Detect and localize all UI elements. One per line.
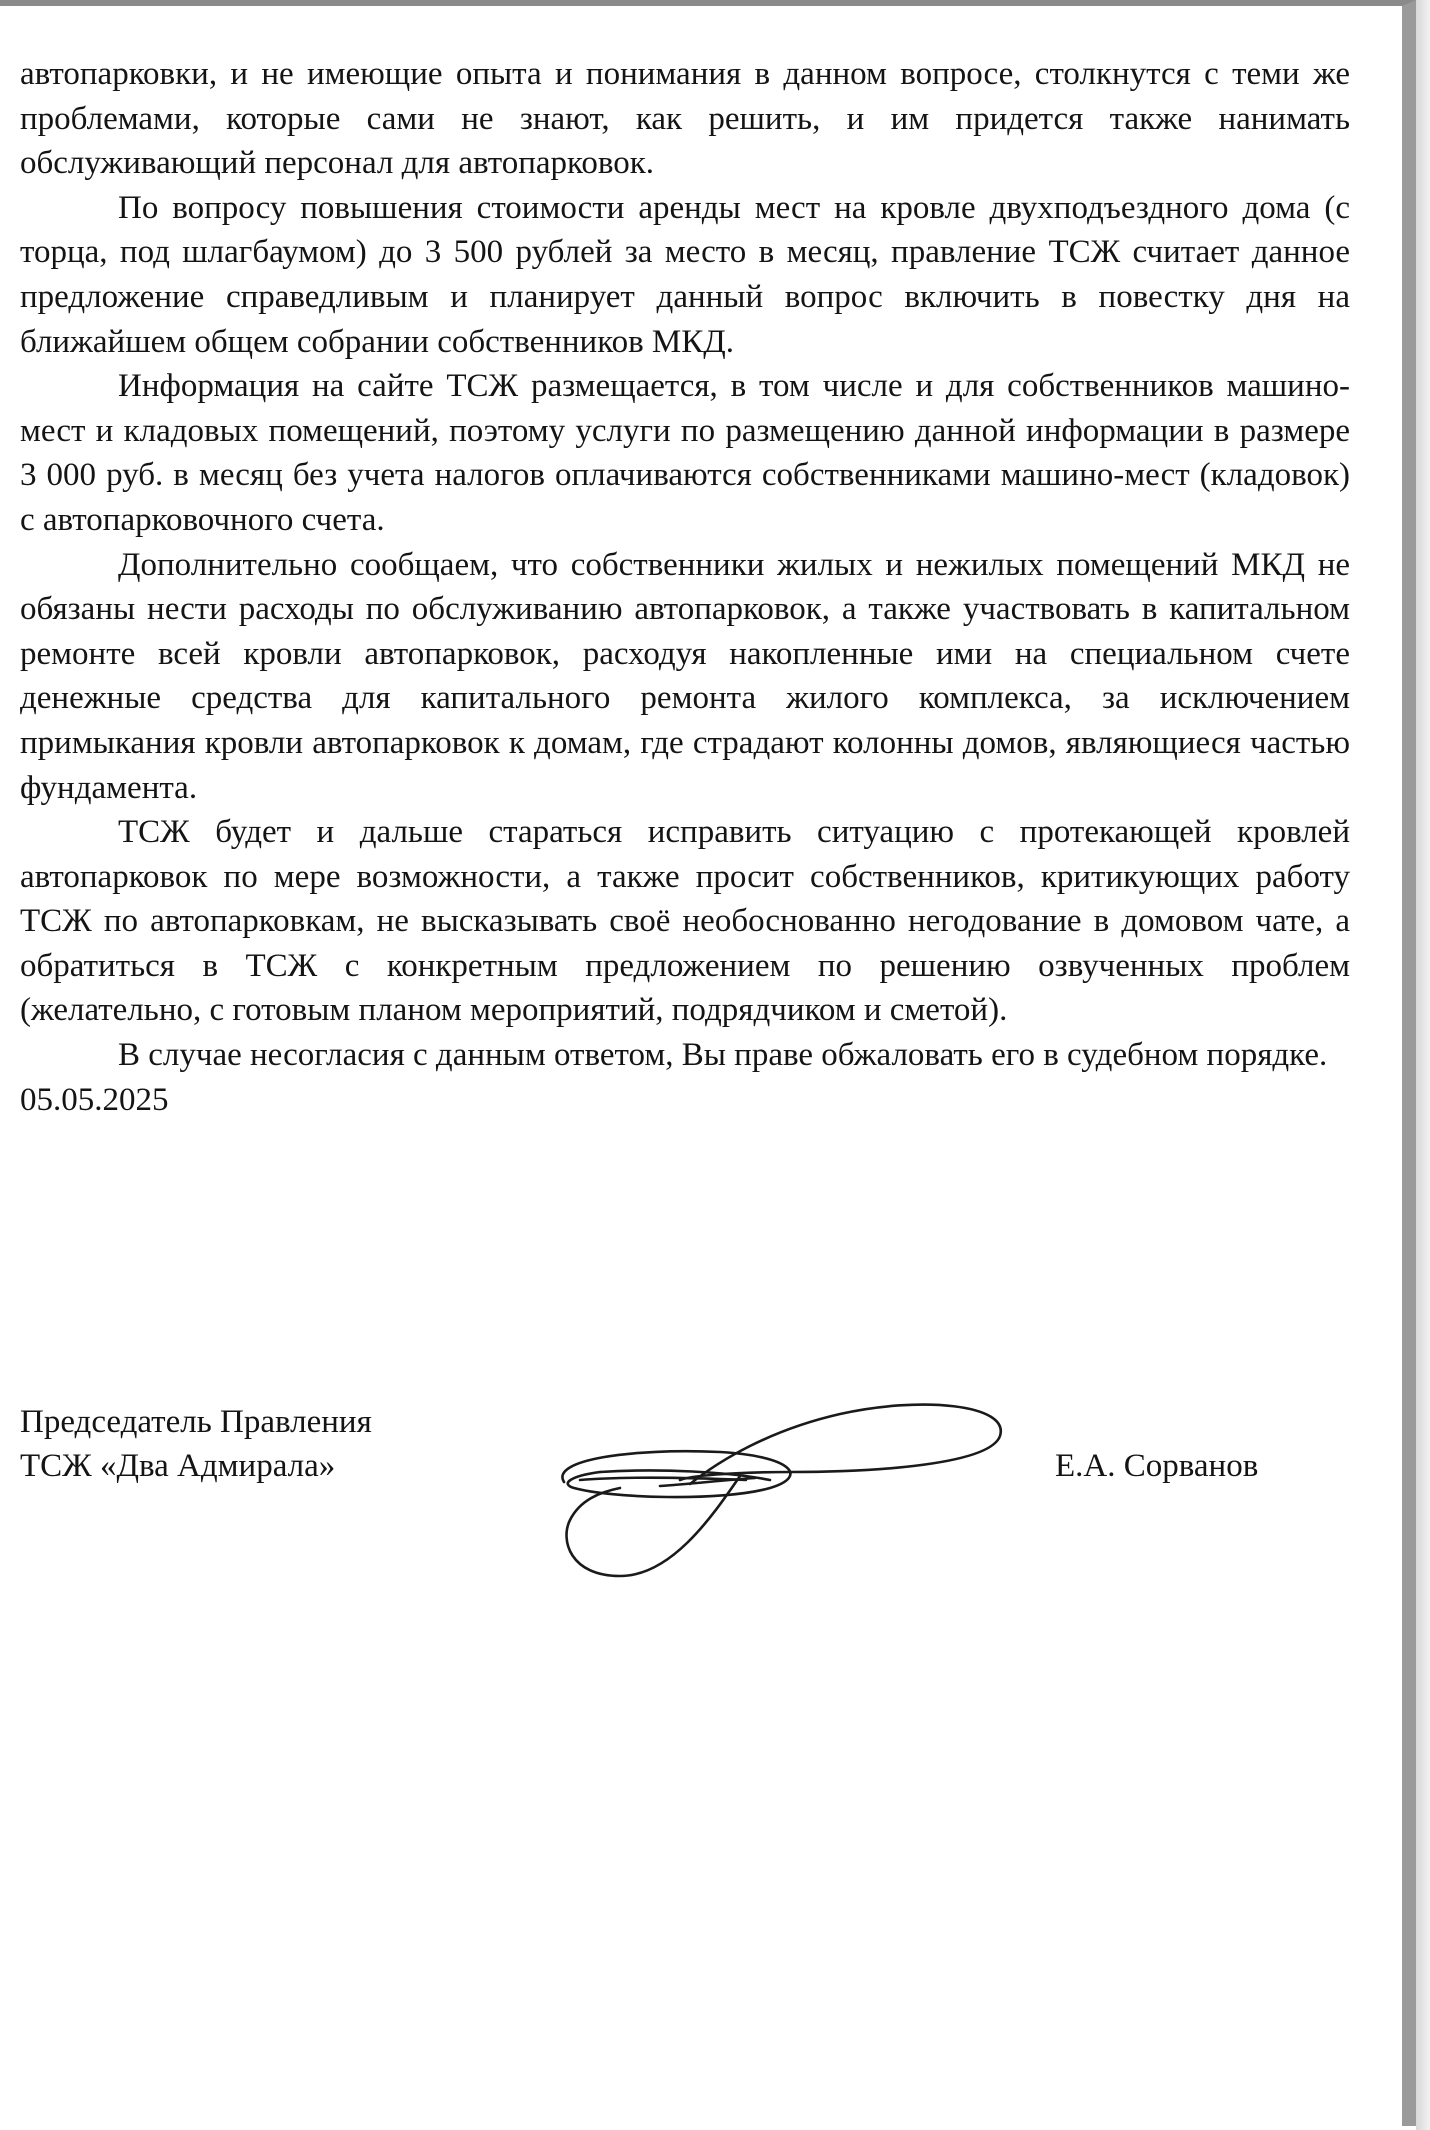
paragraph-website: Информация на сайте ТСЖ размещается, в том числе и для собственников машино-мест и кладовых помещений, поэтому услуги по размещению данной информации в размере 3 000 руб. в месяц без учета налогов оплачиваются собственниками машино-мест (кладовок) с автопарковочного счета.	[20, 368, 1350, 538]
signatory-title	[20, 1400, 372, 1488]
page-edge	[1416, 0, 1430, 2130]
paragraph-continuation: автопарковки, и не имеющие опыта и понимания в данном вопросе, столкнутся с теми же проблемами, которые сами не знают, как решить, и им придется также нанимать обслуживающий персонал для автопарковок.	[20, 56, 1350, 182]
signatory-organization: ТСЖ «Два Адмирала»	[20, 1448, 336, 1484]
handwritten-signature	[540, 1380, 1020, 1600]
letter-body	[20, 52, 1350, 1122]
paragraph-roof-repair: ТСЖ будет и дальше стараться исправить ситуацию с протекающей кровлей автопарковок по мере возможности, а также просит собственников, критикующих работу ТСЖ по автопарковкам, не высказывать своё необоснованно негодование в домовом чате, а обратиться в ТСЖ с конкретным предложением по решению озвученных проблем (желательно, с готовым планом мероприятий, подрядчиком и сметой).	[20, 814, 1350, 1029]
paragraph-owners-obligations: Дополнительно сообщаем, что собственники жилых и нежилых помещений МКД не обязаны нести расходы по обслуживанию автопарковок, а также участвовать в капитальном ремонте всей кровли автопарковок, расходуя накопленные ими на специальном счете денежные средства для капитального ремонта жилого комплекса, за исключением примыкания кровли автопарковок к домам, где страдают колонны домов, являющиеся частью фундамента.	[20, 546, 1350, 806]
signatory-name: Е.А. Сорванов	[1055, 1448, 1259, 1484]
signatory-position: Председатель Правления	[20, 1404, 372, 1440]
letter-date: 05.05.2025	[20, 1081, 169, 1118]
paragraph-rent-price: По вопросу повышения стоимости аренды мест на кровле двухподъездного дома (с торца, под шлагбаумом) до 3 500 рублей за место в месяц, правление ТСЖ считает данное предложение справедливым и планирует данный вопрос включить в повестку дня на ближайшем общем собрании собственников МКД.	[20, 189, 1350, 360]
paragraph-appeal: В случае несогласия с данным ответом, Вы праве обжаловать его в судебном порядке.	[118, 1037, 1328, 1074]
signature-block	[20, 1400, 1350, 1600]
